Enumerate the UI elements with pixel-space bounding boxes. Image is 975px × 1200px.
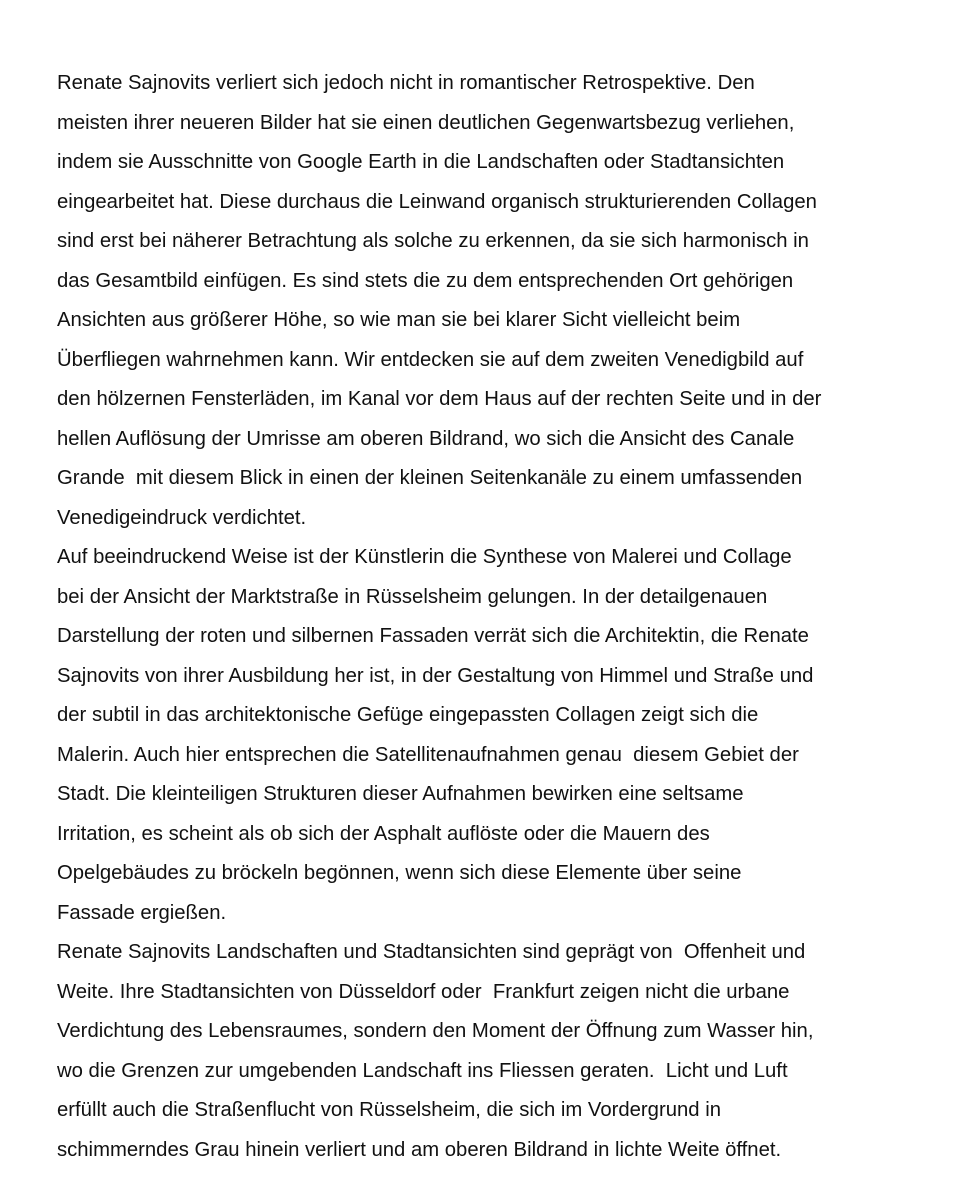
text-line: bei der Ansicht der Marktstraße in Rüsselsheim gelungen. In der detailgenauen bbox=[57, 585, 768, 608]
text-line: Renate Sajnovits verliert sich jedoch nicht in romantischer Retrospektive. Den bbox=[57, 72, 755, 94]
text-line: Verdichtung des Lebensraumes, sondern den Moment der Öffnung zum Wasser hin, bbox=[57, 1020, 814, 1042]
text-line: Venedigeindruck verdichtet. bbox=[57, 506, 307, 529]
text-line: hellen Auflösung der Umrisse am oberen Bildrand, wo sich die Ansicht des Canale bbox=[57, 427, 795, 450]
text-line: Weite. Ihre Stadtansichten von Düsseldorf oder Frankfurt zeigen nicht die urbane bbox=[57, 980, 790, 1003]
text-line: Sajnovits von ihrer Ausbildung her ist, in der Gestaltung von Himmel und Straße und bbox=[57, 664, 814, 687]
text-line: Ansichten aus größerer Höhe, so wie man sie bei klarer Sicht vielleicht beim bbox=[57, 309, 741, 331]
text-line: Renate Sajnovits Landschaften und Stadtansichten sind geprägt von Offenheit und bbox=[57, 941, 806, 963]
text-line: den hölzernen Fensterläden, im Kanal vor dem Haus auf der rechten Seite und in der bbox=[57, 388, 822, 410]
text-line: eingearbeitet hat. Diese durchaus die Leinwand organisch strukturierenden Collagen bbox=[57, 190, 817, 213]
text-line: erfüllt auch die Straßenflucht von Rüsselsheim, die sich im Vordergrund in bbox=[57, 1099, 721, 1121]
text-line: Überfliegen wahrnehmen kann. Wir entdecken sie auf dem zweiten Venedigbild auf bbox=[57, 348, 804, 371]
text-line: Auf beeindruckend Weise ist der Künstlerin die Synthese von Malerei und Collage bbox=[57, 546, 792, 568]
text-line: schimmerndes Grau hinein verliert und am oberen Bildrand in lichte Weite öffnet. bbox=[57, 1138, 782, 1161]
text-line: Darstellung der roten und silbernen Fassaden verrät sich die Architektin, die Renate bbox=[57, 625, 809, 647]
text-line: sind erst bei näherer Betrachtung als solche zu erkennen, da sie sich harmonisch in bbox=[57, 230, 809, 252]
text-line: Grande mit diesem Blick in einen der kleinen Seitenkanäle zu einem umfassenden bbox=[57, 467, 803, 489]
text-line: das Gesamtbild einfügen. Es sind stets die zu dem entsprechenden Ort gehörigen bbox=[57, 269, 794, 292]
text-line: Irritation, es scheint als ob sich der Asphalt auflöste oder die Mauern des bbox=[57, 822, 710, 845]
text-line: Opelgebäudes zu bröckeln begönnen, wenn sich diese Elemente über seine bbox=[57, 862, 742, 884]
text-line: Fassade ergießen. bbox=[57, 901, 227, 924]
text-line: Malerin. Auch hier entsprechen die Satellitenaufnahmen genau diesem Gebiet der bbox=[57, 743, 799, 766]
body-text bbox=[57, 64, 937, 1170]
text-line: wo die Grenzen zur umgebenden Landschaft ins Fliessen geraten. Licht und Luft bbox=[57, 1059, 788, 1082]
text-line: der subtil in das architektonische Gefüge eingepassten Collagen zeigt sich die bbox=[57, 704, 759, 726]
text-line: indem sie Ausschnitte von Google Earth in die Landschaften oder Stadtansichten bbox=[57, 151, 785, 173]
text-line: Stadt. Die kleinteiligen Strukturen dieser Aufnahmen bewirken eine seltsame bbox=[57, 783, 744, 805]
text-line: meisten ihrer neueren Bilder hat sie einen deutlichen Gegenwartsbezug verliehen, bbox=[57, 111, 795, 134]
